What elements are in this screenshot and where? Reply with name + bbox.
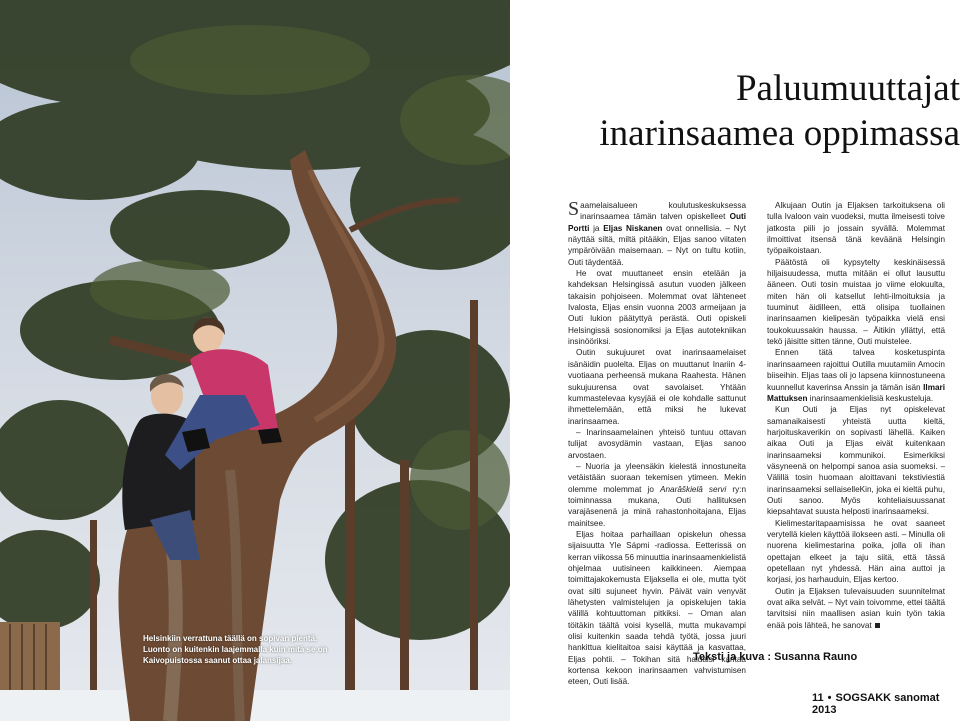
paragraph: – Nuoria ja yleensäkin kielestä innostuneita vetäistään suoraan tekemisen ytimeen. Mekin olemme molemmat jo Anarâškielâ servi ry:n toiminnassa mukana, Outi hallituksen varajäsenenä ja minä rahastonhoitajana, Eljas mainitsee. xyxy=(568,461,746,528)
article-column-1 xyxy=(568,200,746,688)
drop-cap: S xyxy=(568,198,580,220)
title-line-2: inarinsaamea oppimassa xyxy=(599,113,960,154)
publication-name: SOGSAKK sanomat 2013 xyxy=(812,692,940,716)
organization-name: Anarâškielâ servi xyxy=(660,484,727,494)
author-credit: Teksti ja kuva : Susanna Rauno xyxy=(693,651,858,663)
article-title xyxy=(560,66,960,156)
page-number: 11 xyxy=(812,692,824,704)
paragraph: Outin ja Eljaksen tulevaisuuden suunnitelmat ovat aika selvät. – Nyt vain toivomme, ettei täältä tarvitsisi niin maallisen asian kuin työn takia enää pois lähteä, he sanovat xyxy=(767,586,945,630)
paragraph: Ennen tätä talvea kosketuspinta inarinsaameen rajoittui Outilla muutamiin Amocin biiseihin. Eljas taas oli jo lapsena kiinnostuneena kuunnellut kaverinsa Anssin ja tämän isän Ilmari Mattuksen inarinsaamenkielisiä keskusteluja. xyxy=(767,348,945,403)
paragraph: Kielimestaritapaamisissa he ovat saaneet verytellä kielen käyttöä ilokseen asti. – Minulla oli nuorena kielimestarina poika, jolla oli ihan opettajan elkeet ja taju siitä, että tässä opetellaan nyt yhdessä. Hän aina auttoi ja korjasi, jos harhauduin, Eljas kertoo. xyxy=(767,518,945,585)
title-line-1: Paluumuuttajat xyxy=(735,68,960,109)
page-footer xyxy=(812,692,960,716)
paragraph: Eljas hoitaa parhaillaan opiskelun ohessa sijaisuutta Yle Sápmi -radiossa. Eetterissä on kerran viikossa 56 minuuttia inarinsaamenkielistä ohjelmaa uutisineen kaikkineen. Aiempaa toimittajakokemusta Eljaksella ei ole, mutta työt ovat silti sujuneet hyvin. Päivät vain venyvät lähetysten valmistelujen ja opiskelujen takia välillä kohtuuttoman pitkiksi. – Oman alan töitäkin täältä voisi kysellä, mutta mukavampi olisi kuitenkin saada tehdä työtä, jossa juuri hankittua kielitaitoa saisi käyttää ja kasvattaa, Eljas pohtii. – Tokihan sitä haluaisi kantaa kortensa kekoon inarinsaamen vahvistumisen eteen, Outi lisää. xyxy=(568,529,746,687)
person-name: Eljas Niskanen xyxy=(603,223,663,233)
paragraph: Saamelaisalueen koulutuskeskuksessa inarinsaamea tämän talven opiskelleet Outi Portti ja Eljas Niskanen ovat onnellisia. – Nyt näyttää siltä, miltä pitääkin, Eljas sanoo viitaten ympäröivään maisemaan. – Nyt on tultu kotiin, Outi täydentää. xyxy=(568,198,746,267)
photo-caption: Helsinkiin verrattuna täällä on sopivan pientä. Luonto on kuitenkin laajemmalla kuin mitä se on Kaivopuistossa saanut ottaa jalansijaa. xyxy=(143,634,328,665)
end-of-article-mark xyxy=(875,623,880,628)
paragraph: Päätöstä oli kypsytelty keskinäisessä hiljaisuudessa, mutta mitään ei ollut lausuttu ääneen. Outi tosin muistaa jo viime elokuulta, miten hän oli katsellut lehti-ilmoituksia ja tuuminut äidilleen, että olisipa tuollainen inarinsaamen kielipesän työpaikka vielä ensi toukokuussakin haussa. – Äitikin yllättyi, että tekö jäisitte sitten tänne, Outi muistelee. xyxy=(767,257,945,347)
paragraph: Alkujaan Outin ja Eljaksen tarkoituksena oli tulla Ivaloon vain vuodeksi, mutta ilmeisesti toive jatkosta piili jo jossain syvällä. Molemmat ilmoittivat itsensä tänä keväänä Helsingin työpaikoistaan. xyxy=(767,201,945,256)
paragraph: Outin sukujuuret ovat inarinsaamelaiset isänäidin puolelta. Eljas on muuttanut Inariin 4-vuotiaana perheensä mukana Raahesta. Hänen sukujuurensa ovat savolaiset. Yhtään kummastelevaa kysyjää ei ole kohdalle sattunut ihmettelemään, että miksi he lukevat inarinsaamea. xyxy=(568,348,746,426)
paragraph: He ovat muuttaneet ensin etelään ja kahdeksan Helsingissä asutun vuoden jälkeen takaisin pohjoiseen. Molemmat ovat lähteneet Ivalosta, Eljas ensin vuonna 2003 armeijaan ja Outi lukion päätyttyä perästä. Outi opiskeli Helsingissä sosionomiksi ja Eljas autotekniikan insinööriksi. xyxy=(568,269,746,347)
person-name: Outi Portti xyxy=(568,212,746,233)
article-column-2 xyxy=(767,200,945,631)
paragraph: – Inarinsaamelainen yhteisö tuntuu ottavan tulijat avosydämin vastaan, Eljas sanoo arvostaen. xyxy=(568,427,746,460)
bullet-icon: • xyxy=(827,692,832,704)
person-name: Ilmari Mattuksen xyxy=(767,382,945,403)
paragraph: Kun Outi ja Eljas nyt opiskelevat samanaikaisesti yhteistä uutta kieltä, harjoituskaverikin on sopivasti lähellä. Kaiken aikaa Outi ja Eljas eivät kuitenkaan inarinsaameksi kommunikoi. Esimerkiksi väsyneenä on helpompi sanoa asia suomeksi. – Välillä tosin huomaan aloittavani tekstiviestiä inarinsaameksi sellaiselleKin, joka ei kieltä puhu, Outi sanoo. Myös kohteliaisuussanat kiepsahtavat suusta helposti inarinsaameksi. xyxy=(767,405,945,517)
